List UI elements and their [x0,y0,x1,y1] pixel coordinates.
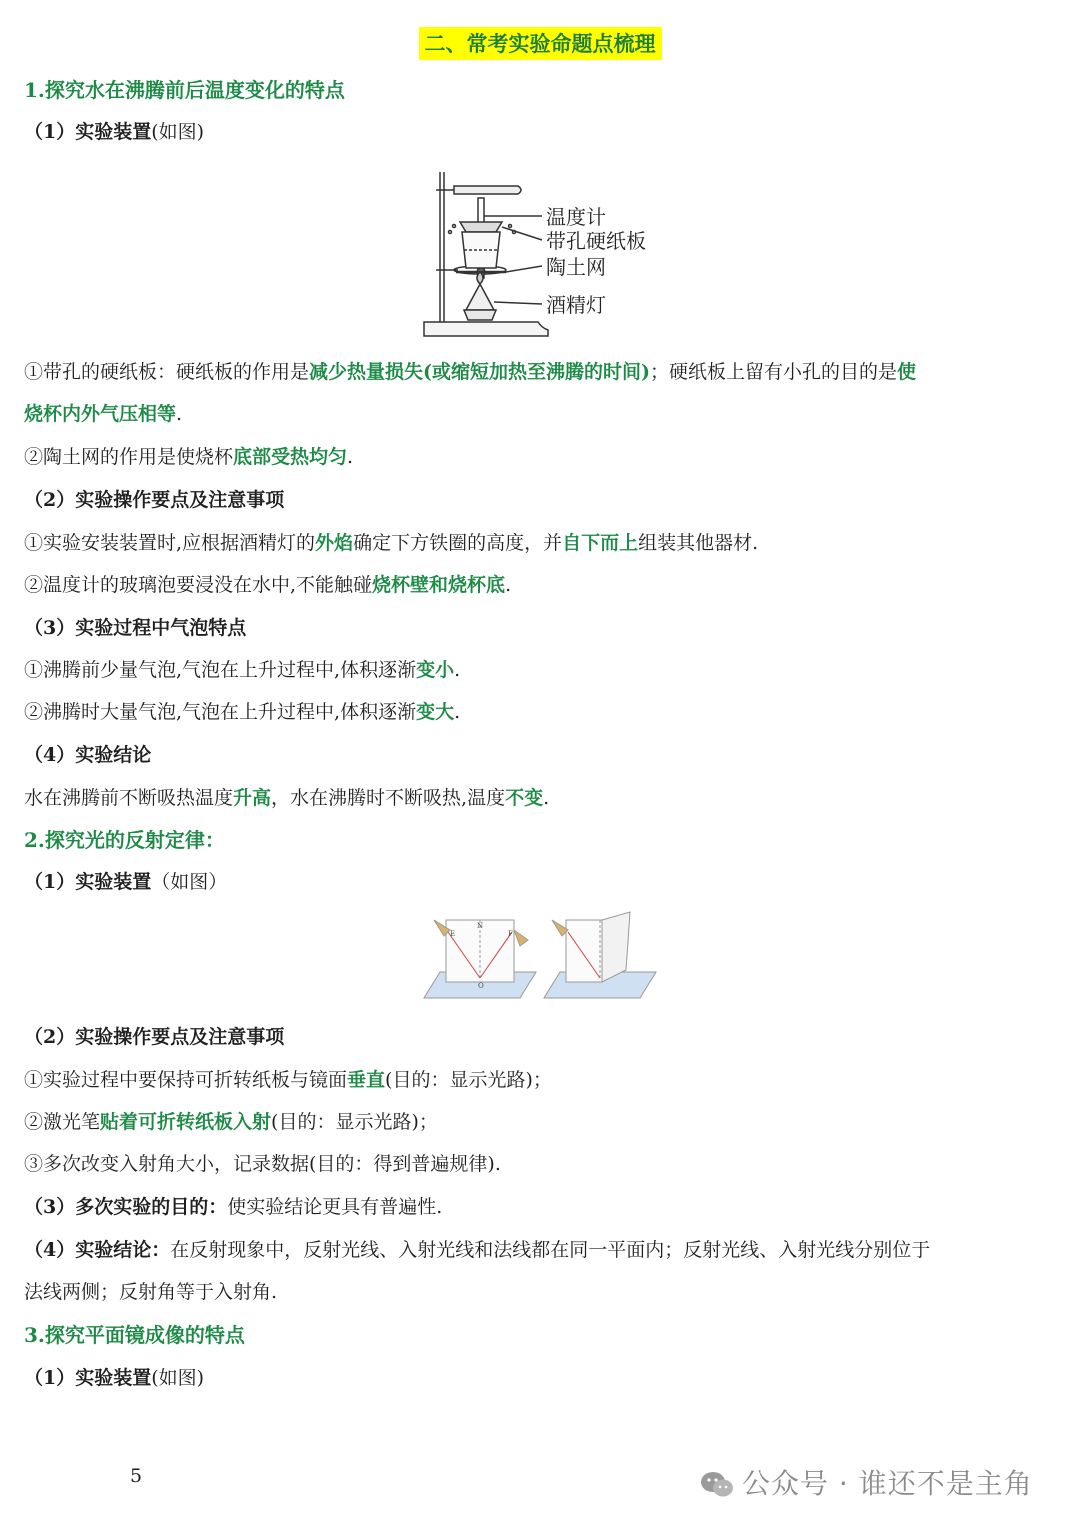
fig-letter-o: O [478,982,484,990]
paragraph-conclusion-2: （4）实验结论：在反射现象中，反射光线、入射光线和法线都在同一平面内；反射光线、入射光线分别位于 [24,1239,931,1261]
section-heading-1: 1.探究水在沸腾前后温度变化的特点 [24,78,345,102]
paragraph-conclusion-2-cont: 法线两侧；反射角等于入射角. [24,1281,278,1303]
subheading-apparatus-3: （1）实验装置(如图) [24,1367,205,1389]
subheading-operation-2: （2）实验操作要点及注意事项 [24,1026,285,1048]
fig-letter-f: F [508,930,513,938]
paragraph-cardboard-cont: 烧杯内外气压相等. [24,403,183,425]
fig-label-thermometer: 温度计 [546,205,606,229]
section-heading-2: 2.探究光的反射定律： [24,828,225,852]
fig-label-cardboard: 带孔硬纸板 [546,229,646,253]
reflection-apparatus-figure [420,910,665,1005]
boiling-apparatus-figure [418,160,678,342]
fig-letter-n: N [477,922,484,930]
paragraph-repeat: ③多次改变入射角大小，记录数据(目的：得到普遍规律). [24,1153,501,1175]
paragraph-ceramic-net: ②陶土网的作用是使烧杯底部受热均匀. [24,446,354,468]
subheading-conclusion: （4）实验结论 [24,744,152,766]
paragraph-bubbles-during: ②沸腾时大量气泡,气泡在上升过程中,体积逐渐变大. [24,701,461,723]
paragraph-assembly: ①实验安装装置时,应根据酒精灯的外焰确定下方铁圈的高度，并自下而上组装其他器材. [24,532,759,554]
subheading-bubbles: （3）实验过程中气泡特点 [24,617,247,639]
fig-label-ceramic-net: 陶土网 [546,255,606,279]
subheading-apparatus-2: （1）实验装置（如图） [24,871,228,893]
page-number: 5 [130,1465,143,1487]
fig-label-alcohol-lamp: 酒精灯 [546,293,606,317]
paragraph-cardboard: ①带孔的硬纸板：硬纸板的作用是减少热量损失(或缩短加热至沸腾的时间)；硬纸板上留有小孔的目的是使 [24,361,917,383]
subheading-operation: （2）实验操作要点及注意事项 [24,489,285,511]
paragraph-laser: ②激光笔贴着可折转纸板入射(目的：显示光路)； [24,1111,438,1133]
paragraph-purpose: （3）多次实验的目的：使实验结论更具有普遍性. [24,1196,443,1218]
wechat-icon [700,1470,734,1500]
paragraph-thermometer: ②温度计的玻璃泡要浸没在水中,不能触碰烧杯壁和烧杯底. [24,574,512,596]
paragraph-conclusion: 水在沸腾前不断吸热温度升高，水在沸腾时不断吸热,温度不变. [24,787,550,809]
page-title: 二、常考实验命题点梳理 [0,28,1080,58]
subheading-apparatus: （1）实验装置(如图) [24,121,205,143]
paragraph-perpendicular: ①实验过程中要保持可折转纸板与镜面垂直(目的：显示光路)； [24,1069,552,1091]
section-heading-3: 3.探究平面镜成像的特点 [24,1323,245,1347]
fig-letter-e: E [450,930,456,938]
watermark: 公众号 · 谁还不是主角 [700,1462,1033,1502]
paragraph-bubbles-before: ①沸腾前少量气泡,气泡在上升过程中,体积逐渐变小. [24,659,461,681]
